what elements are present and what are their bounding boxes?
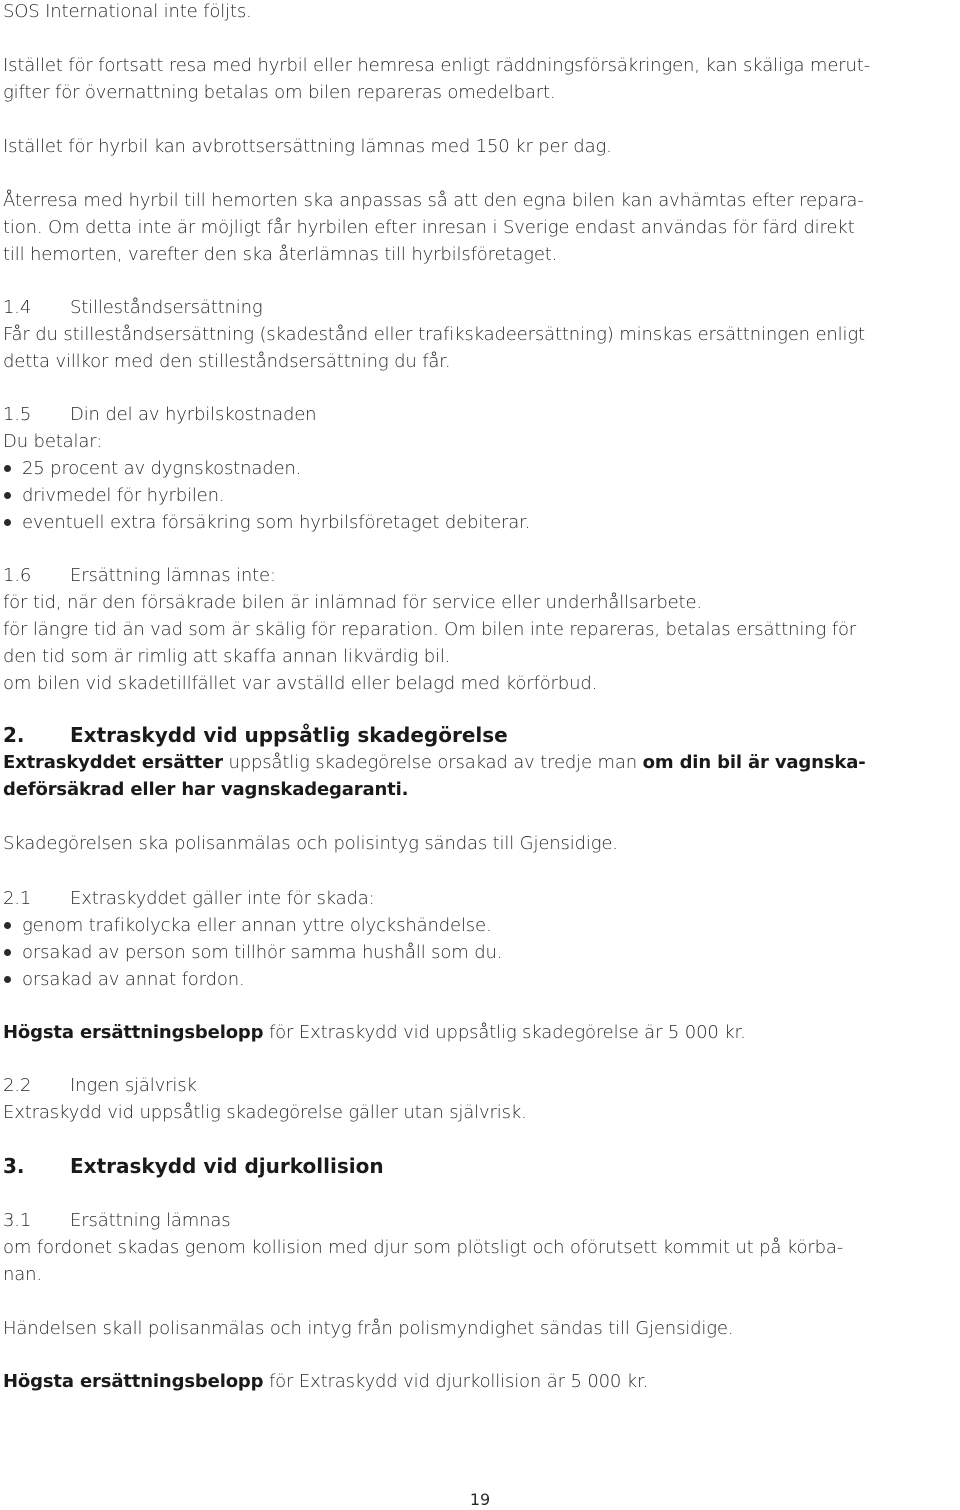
list-item: eventuell extra försäkring som hyrbilsföretaget debiterar. bbox=[3, 510, 530, 536]
section-heading-2 bbox=[3, 721, 508, 749]
section-title: Ersättning lämnas bbox=[70, 1210, 231, 1231]
section-number: 1.5 bbox=[3, 404, 32, 425]
section-title: Extraskydd vid uppsåtlig skadegörelse bbox=[70, 723, 508, 747]
text-line: för tid, när den försäkrade bilen är inlämnad för service eller underhållsarbete. bbox=[3, 592, 702, 613]
list-item: orsakad av annat fordon. bbox=[3, 967, 245, 993]
bullet-icon bbox=[4, 922, 11, 929]
section-title: Din del av hyrbilskostnaden bbox=[70, 404, 317, 425]
text-line: Återresa med hyrbil till hemorten ska anpassas så att den egna bilen kan avhämtas efter repara- bbox=[3, 190, 864, 211]
list-item: 25 procent av dygnskostnaden. bbox=[3, 456, 301, 482]
section-heading-1-5 bbox=[3, 402, 316, 428]
text-line: Extraskyddet ersätter uppsåtlig skadegörelse orsakad av tredje man om din bil är vagnska- bbox=[3, 752, 866, 773]
section-heading-1-6 bbox=[3, 563, 276, 589]
text-line: om fordonet skadas genom kollision med djur som plötsligt och oförutsett kommit ut på körba- bbox=[3, 1237, 844, 1258]
text-line: detta villkor med den stilleståndsersättning du får. bbox=[3, 351, 451, 372]
section-number: 2.1 bbox=[3, 888, 32, 909]
section-heading-2-2 bbox=[3, 1073, 197, 1099]
page-number: 19 bbox=[469, 1490, 491, 1509]
text-line: nan. bbox=[3, 1264, 42, 1285]
section-number: 2.2 bbox=[3, 1075, 32, 1096]
text-line: Får du stilleståndsersättning (skadestånd eller trafikskadeersättning) minskas ersättningen enligt bbox=[3, 324, 865, 345]
text-line: till hemorten, varefter den ska återlämnas till hyrbilsföretaget. bbox=[3, 244, 558, 265]
list-item: drivmedel för hyrbilen. bbox=[3, 483, 224, 509]
section-title: Ingen självrisk bbox=[70, 1075, 197, 1096]
text-line: tion. Om detta inte är möjligt får hyrbilen efter inresan i Sverige endast användas för färd direkt bbox=[3, 217, 855, 238]
section-title: Stilleståndsersättning bbox=[70, 297, 263, 318]
text-line: Högsta ersättningsbelopp för Extraskydd vid uppsåtlig skadegörelse är 5 000 kr. bbox=[3, 1022, 746, 1043]
text-line: deförsäkrad eller har vagnskadegaranti. bbox=[3, 779, 409, 800]
text-line: den tid som är rimlig att skaffa annan likvärdig bil. bbox=[3, 646, 451, 667]
bullet-icon bbox=[4, 519, 11, 526]
text-line: Högsta ersättningsbelopp för Extraskydd vid djurkollision är 5 000 kr. bbox=[3, 1371, 649, 1392]
section-number: 3.1 bbox=[3, 1210, 32, 1231]
text-line: Händelsen skall polisanmälas och intyg från polismyndighet sändas till Gjensidige. bbox=[3, 1318, 734, 1339]
section-number: 3. bbox=[3, 1154, 25, 1178]
text-line: för längre tid än vad som är skälig för reparation. Om bilen inte repareras, betalas ersättning för bbox=[3, 619, 857, 640]
section-title: Extraskydd vid djurkollision bbox=[70, 1154, 384, 1178]
text-line: Extraskydd vid uppsåtlig skadegörelse gäller utan självrisk. bbox=[3, 1102, 527, 1123]
section-number: 2. bbox=[3, 723, 25, 747]
section-number: 1.4 bbox=[3, 297, 32, 318]
section-heading-1-4 bbox=[3, 295, 263, 321]
list-item: orsakad av person som tillhör samma hushåll som du. bbox=[3, 940, 502, 966]
section-title: Extraskyddet gäller inte för skada: bbox=[70, 888, 375, 909]
bullet-icon bbox=[4, 465, 11, 472]
section-heading-3 bbox=[3, 1152, 384, 1180]
text-line: SOS International inte följts. bbox=[3, 1, 252, 22]
text-line: om bilen vid skadetillfället var avställd eller belagd med körförbud. bbox=[3, 673, 598, 694]
list-item: genom trafikolycka eller annan yttre olyckshändelse. bbox=[3, 913, 492, 939]
text-line: Du betalar: bbox=[3, 431, 103, 452]
text-line: Istället för fortsatt resa med hyrbil eller hemresa enligt räddningsförsäkringen, kan skäliga merut- bbox=[3, 55, 871, 76]
section-number: 1.6 bbox=[3, 565, 32, 586]
text-line: gifter för övernattning betalas om bilen repareras omedelbart. bbox=[3, 82, 556, 103]
text-line: Skadegörelsen ska polisanmälas och polisintyg sändas till Gjensidige. bbox=[3, 833, 618, 854]
section-heading-3-1 bbox=[3, 1208, 230, 1234]
bullet-icon bbox=[4, 976, 11, 983]
section-title: Ersättning lämnas inte: bbox=[70, 565, 276, 586]
bullet-icon bbox=[4, 492, 11, 499]
bullet-icon bbox=[4, 949, 11, 956]
section-heading-2-1 bbox=[3, 886, 375, 912]
text-line: Istället för hyrbil kan avbrottsersättning lämnas med 150 kr per dag. bbox=[3, 136, 612, 157]
